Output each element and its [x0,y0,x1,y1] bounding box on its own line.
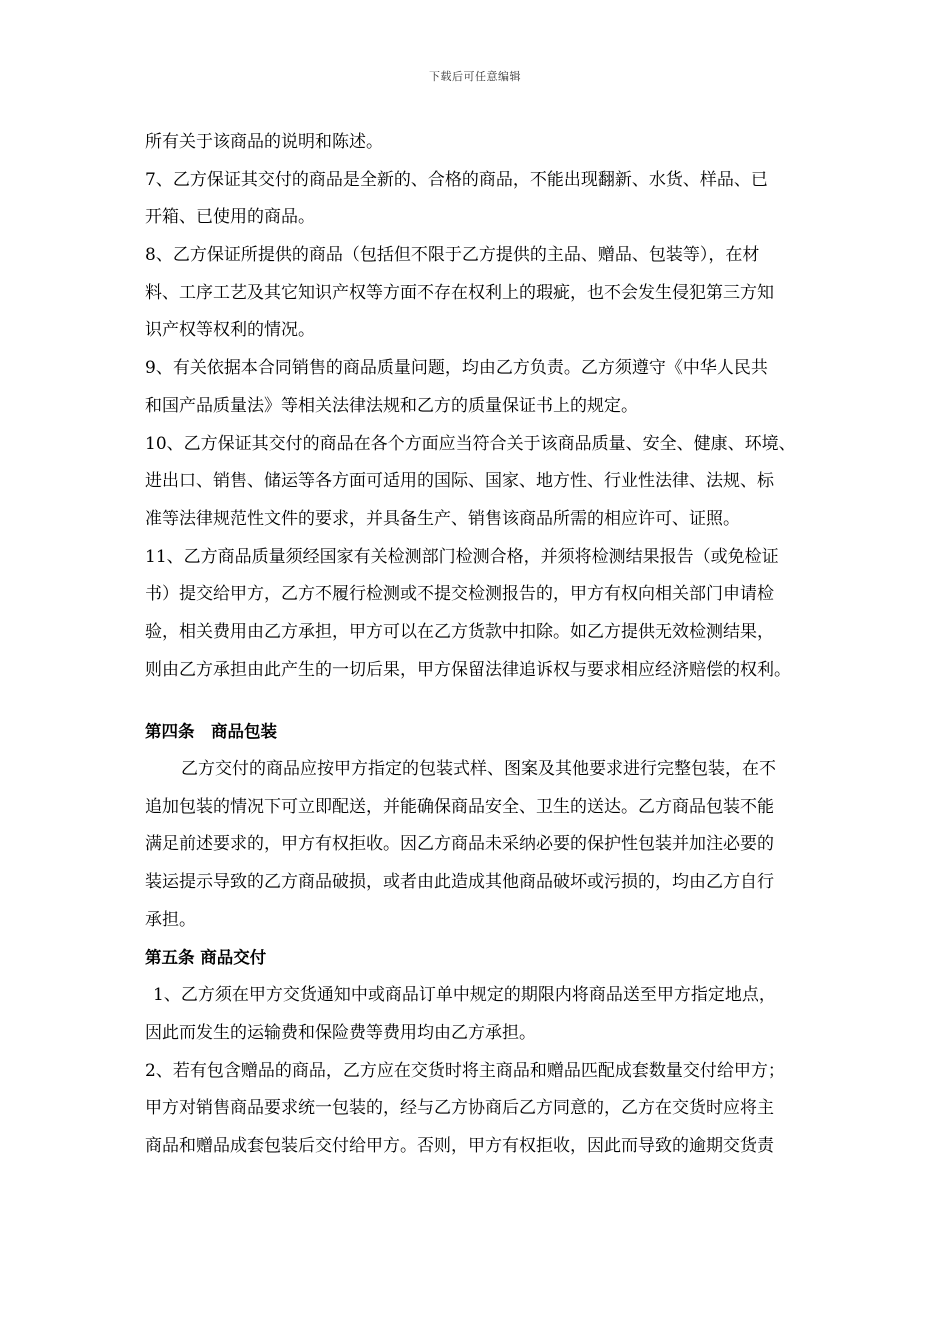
text-line: 7、乙方保证其交付的商品是全新的、合格的商品，不能出现翻新、水货、样品、已 [145,169,768,190]
text-line: 验，相关费用由乙方承担，甲方可以在乙方货款中扣除。如乙方提供无效检测结果， [145,621,774,642]
section-5 [145,939,865,1165]
text-line: 开箱、已使用的商品。 [145,207,315,228]
text-line: 甲方对销售商品要求统一包装的，经与乙方协商后乙方同意的，乙方在交货时应将主 [145,1098,774,1119]
text-line: 承担。 [145,909,196,930]
text-line: 装运提示导致的乙方商品破损，或者由此造成其他商品破坏或污损的，均由乙方自行 [145,872,774,893]
section-5-title: 第五条 商品交付 [145,948,267,968]
page-header: 下载后可任意编辑 [429,70,521,83]
text-line: 则由乙方承担由此产生的一切后果，甲方保留法律追诉权与要求相应经济赔偿的权利。 [145,659,791,680]
text-line: 10、乙方保证其交付的商品在各个方面应当符合关于该商品质量、安全、健康、环境、 [145,433,796,454]
text-line: 1、乙方须在甲方交货通知中或商品订单中规定的期限内将商品送至甲方指定地点， [153,985,776,1006]
document-body [145,124,865,1166]
text-line: 9、有关依据本合同销售的商品质量问题，均由乙方负责。乙方须遵守《中华人民共 [145,358,768,379]
text-line: 识产权等权利的情况。 [145,320,315,341]
text-line: 商品和赠品成套包装后交付给甲方。否则，甲方有权拒收，因此而导致的逾期交货责 [145,1135,774,1156]
text-line: 乙方交付的商品应按甲方指定的包装式样、图案及其他要求进行完整包装，在不 [181,759,776,779]
text-line: 所有关于该商品的说明和陈述。 [145,132,383,152]
text-line: 和国产品质量法》等相关法律法规和乙方的质量保证书上的规定。 [145,395,638,416]
section-gap [145,689,865,713]
section-4-title: 第四条 商品包装 [145,722,277,742]
text-line: 准等法律规范性文件的要求，并具备生产、销售该商品所需的相应许可、证照。 [145,508,740,529]
text-line: 料、工序工艺及其它知识产权等方面不存在权利上的瑕疵，也不会发生侵犯第三方知 [145,282,774,303]
section-4 [145,713,865,939]
text-line: 8、乙方保证所提供的商品（包括但不限于乙方提供的主品、赠品、包装等），在材 [145,245,760,266]
text-line: 2、若有包含赠品的商品，乙方应在交货时将主商品和赠品匹配成套数量交付给甲方； [145,1060,785,1081]
text-line: 11、乙方商品质量须经国家有关检测部门检测合格，并须将检测结果报告（或免检证 [145,546,779,567]
text-line: 满足前述要求的，甲方有权拒收。因乙方商品未采纳必要的保护性包装并加注必要的 [145,834,774,855]
text-line: 书）提交给甲方，乙方不履行检测或不提交检测报告的，甲方有权向相关部门申请检 [145,584,774,605]
clause-list [145,124,865,689]
text-line: 因此而发生的运输费和保险费等费用均由乙方承担。 [145,1022,536,1043]
text-line: 进出口、销售、储运等各方面可适用的国际、国家、地方性、行业性法律、法规、标 [145,471,774,492]
text-line: 追加包装的情况下可立即配送，并能确保商品安全、卫生的送达。乙方商品包装不能 [145,796,774,817]
